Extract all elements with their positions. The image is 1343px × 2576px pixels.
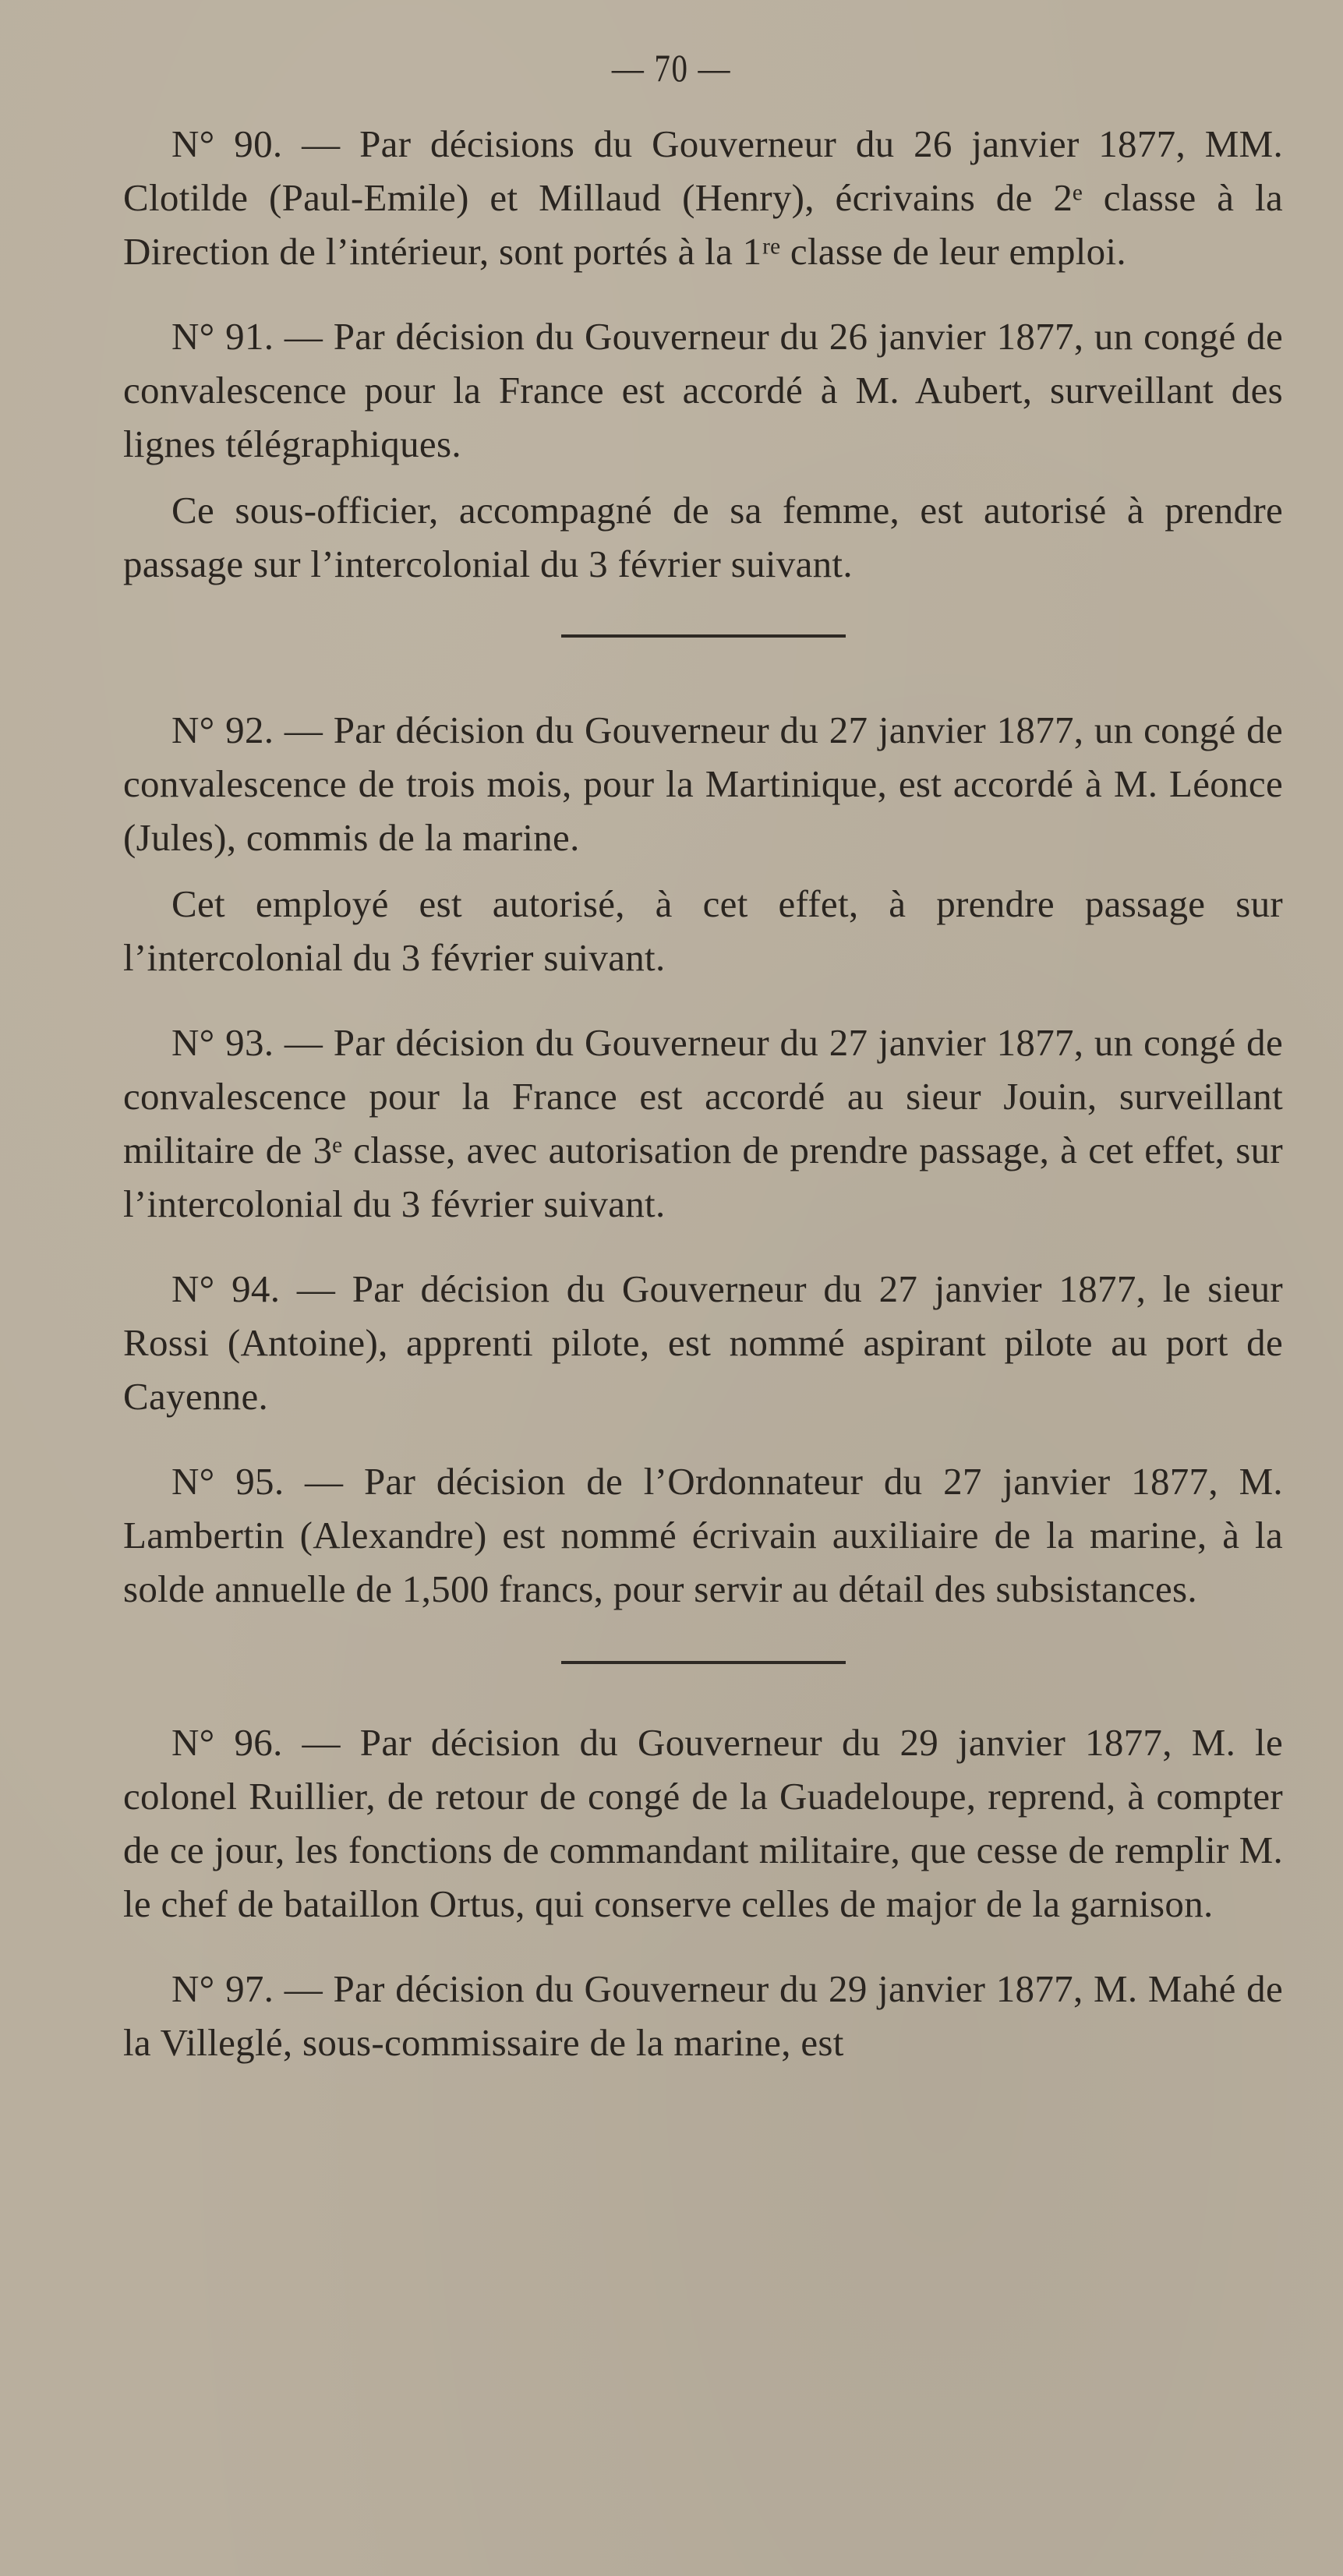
page-number: — 70 — (611, 46, 732, 90)
paragraph-91-continuation (123, 483, 1283, 591)
paragraph-94-text: N° 94. — Par décision du Gouverneur du 27 janvier 1877, le sieur Rossi (Antoine), apprenti pilote, est nommé aspirant pilote au port de Cayenne. (123, 1267, 1283, 1418)
paragraph-93 (123, 1016, 1283, 1231)
paragraph-97 (123, 1962, 1283, 2069)
paragraph-94 (123, 1262, 1283, 1423)
paragraph-95-text: N° 95. — Par décision de l’Ordonnateur du 27 janvier 1877, M. Lambertin (Alexandre) est nommé écrivain auxiliaire de la marine, à la solde annuelle de 1,500 francs, pour servir au détail des subsistances. (123, 1460, 1283, 1610)
paragraph-91 (123, 309, 1283, 471)
text-column (123, 117, 1283, 2069)
paragraph-92-text: N° 92. — Par décision du Gouverneur du 27 janvier 1877, un congé de convalescence de trois mois, pour la Martinique, est accordé à M. Léonce (Jules), commis de la marine. (123, 708, 1283, 859)
paragraph-96-text: N° 96. — Par décision du Gouverneur du 29 janvier 1877, M. le colonel Ruillier, de retour de congé de la Guadeloupe, reprend, à compter de ce jour, les fonctions de commandant militaire, que cesse de remplir M. le chef de bataillon Ortus, qui conserve celles de major de la garnison. (123, 1721, 1283, 1925)
paragraph-90-text: N° 90. — Par décisions du Gouverneur du 26 janvier 1877, MM. Clotilde (Paul-Emile) et Millaud (Henry), écrivains de 2ᵉ classe à la Direction de l’intérieur, sont portés à la 1ʳᵉ classe de leur emploi. (123, 122, 1283, 273)
paragraph-92-continuation-text: Cet employé est autorisé, à cet effet, à prendre passage sur l’intercolonial du 3 février suivant. (123, 882, 1283, 979)
paragraph-96 (123, 1716, 1283, 1931)
section-divider (561, 634, 846, 638)
section-divider (561, 1661, 846, 1664)
paragraph-91-text: N° 91. — Par décision du Gouverneur du 26 janvier 1877, un congé de convalescence pour la France est accordé à M. Aubert, surveillant des lignes télégraphiques. (123, 315, 1283, 465)
paragraph-92-continuation (123, 877, 1283, 984)
paragraph-95 (123, 1454, 1283, 1616)
paragraph-93-text: N° 93. — Par décision du Gouverneur du 27 janvier 1877, un congé de convalescence pour la France est accordé au sieur Jouin, surveillant militaire de 3ᵉ classe, avec autorisation de prendre passage, à cet effet, sur l’intercolonial du 3 février suivant. (123, 1021, 1283, 1225)
paragraph-97-text: N° 97. — Par décision du Gouverneur du 29 janvier 1877, M. Mahé de la Villeglé, sous-commissaire de la marine, est (123, 1967, 1283, 2064)
paragraph-92 (123, 703, 1283, 864)
paragraph-91-continuation-text: Ce sous-officier, accompagné de sa femme, est autorisé à prendre passage sur l’intercolonial du 3 février suivant. (123, 489, 1283, 585)
paragraph-90 (123, 117, 1283, 278)
